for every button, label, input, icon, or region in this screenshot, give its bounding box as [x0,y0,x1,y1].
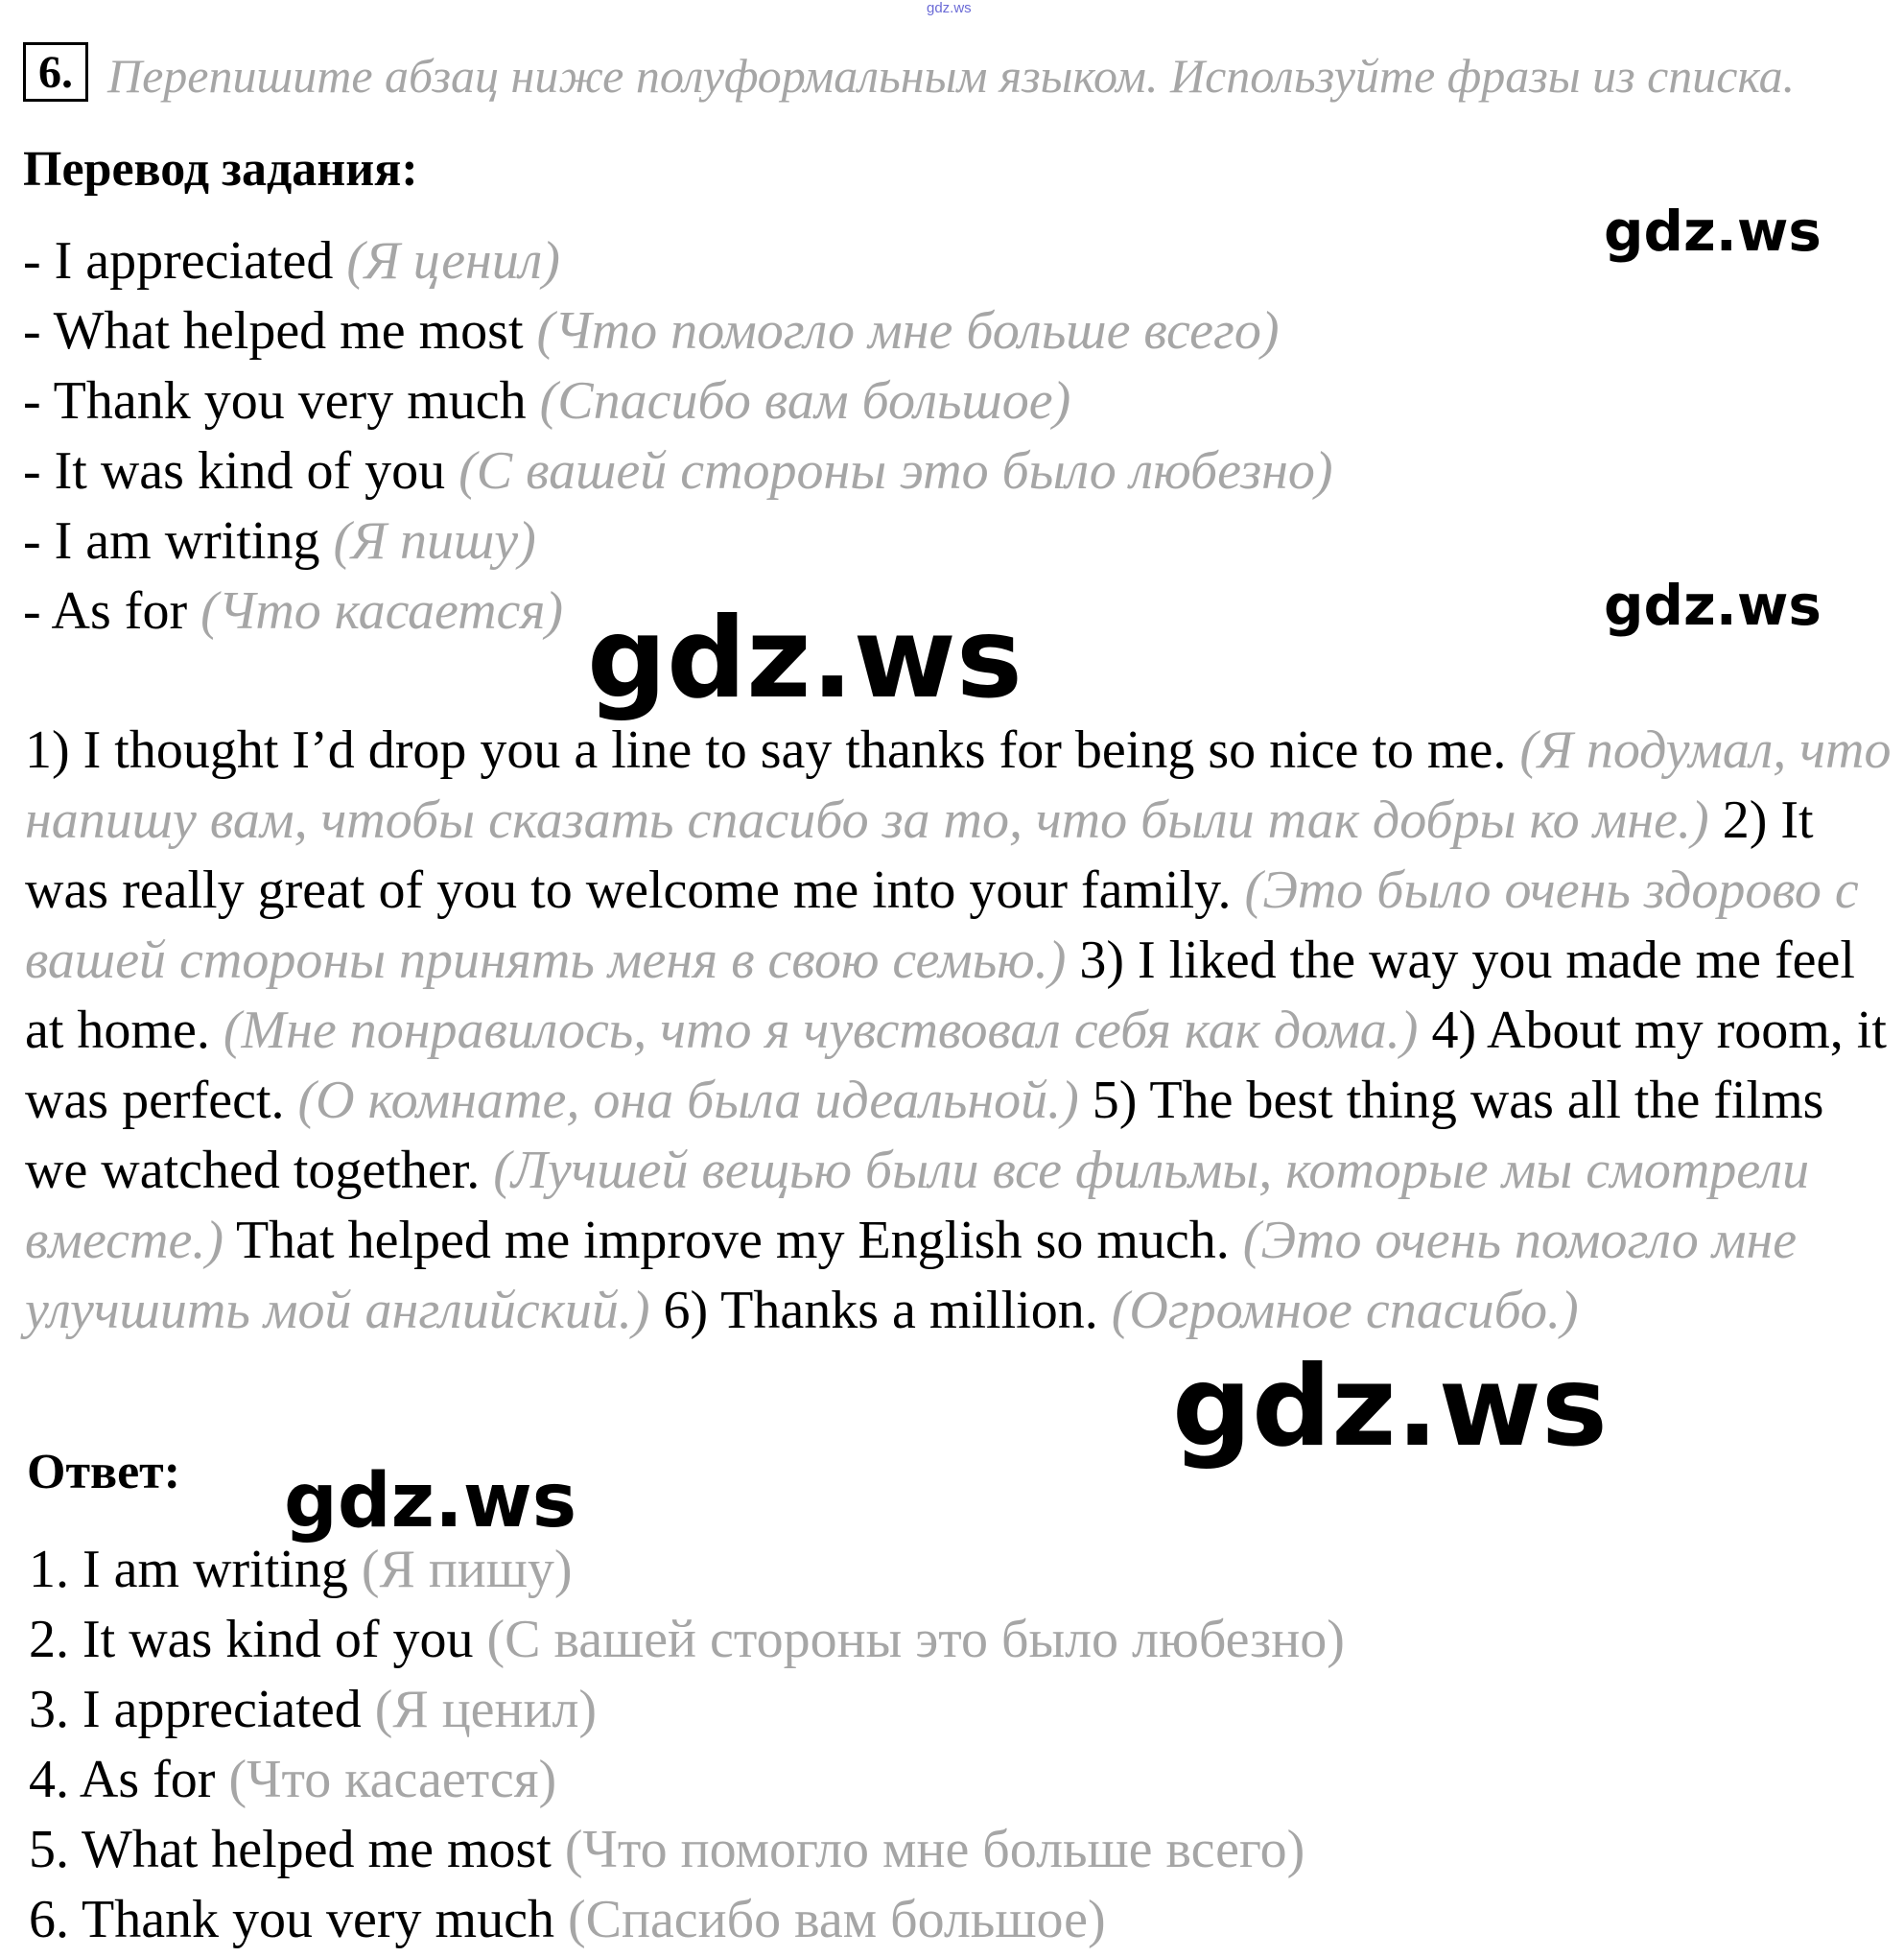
task-instruction: Перепишите абзац ниже полуформальным языком. Используйте фразы из списка. [107,49,1796,103]
answer-heading: Ответ: [27,1445,181,1499]
answer-ru: (Я ценил) [374,1680,598,1739]
answer-item [29,1745,556,1814]
answer-en: 5. What helped me most [29,1820,552,1879]
answer-item [29,1605,1345,1674]
sentence-3-en: 3) I liked the way you made me feel at home. [25,931,1855,1060]
answer-en: 2. It was kind of you [29,1610,474,1669]
sentence-5b-en: That helped me improve my English so much. [235,1211,1230,1270]
sentence-5-en: 5) The best thing was all the films we watched together. [25,1071,1824,1200]
phrase-item [23,226,560,295]
answer-en: 6. Thank you very much [29,1890,554,1949]
watermark: gdz.ws [587,594,1023,723]
phrase-ru: (С вашей стороны это было любезно) [458,441,1333,501]
sentence-2-ru: (Это было очень здорово с вашей стороны принять меня в свою семью.) [25,861,1859,990]
phrase-ru: (Что помогло мне больше всего) [536,301,1280,361]
sentence-3-ru: (Мне понравилось, что я чувствовал себя как дома.) [223,1001,1419,1060]
phrase-item [23,366,1070,436]
source-paragraph [25,716,1895,1346]
phrase-ru: (Я ценил) [346,231,560,291]
phrase-item [23,296,1279,365]
answer-ru: (Я пишу) [361,1540,573,1599]
answer-ru: (С вашей стороны это было любезно) [486,1610,1345,1669]
answer-item [29,1535,573,1604]
sentence-4-en: 4) About my room, it was perfect. [25,1001,1887,1130]
watermark: gdz.ws [1604,573,1822,638]
answer-en: 1. I am writing [29,1540,348,1599]
sentence-1-ru: (Я подумал, что напишу вам, чтобы сказать спасибо за то, что были так добры ко мне.) [25,720,1892,850]
answer-item [29,1815,1305,1884]
answer-ru: (Спасибо вам большое) [567,1890,1106,1949]
task-number: 6. [23,42,88,102]
phrase-ru: (Что касается) [200,581,564,641]
watermark: gdz.ws [1604,199,1822,264]
sentence-5b-ru: (Это очень помогло мне улучшить мой английский.) [25,1211,1798,1340]
sentence-6-en: 6) Thanks a million. [663,1281,1098,1340]
sentence-2-en: 2) It was really great of you to welcome me into your family. [25,790,1814,920]
phrase-en: - I am writing [23,511,320,571]
sentence-1-en: 1) I thought I’d drop you a line to say thanks for being so nice to me. [25,720,1507,780]
phrase-item [23,577,563,646]
phrase-ru: (Я пишу) [333,511,536,571]
translation-heading: Перевод задания: [23,142,418,197]
watermark: gdz.ws [284,1458,577,1544]
answer-item [29,1885,1106,1954]
answer-item [29,1675,597,1744]
answer-ru: (Что помогло мне больше всего) [564,1820,1305,1879]
phrase-item [23,436,1333,506]
answer-en: 3. I appreciated [29,1680,362,1739]
phrase-en: - I appreciated [23,231,334,291]
top-watermark: gdz.ws [927,0,972,16]
phrase-item [23,507,536,576]
watermark: gdz.ws [1172,1342,1608,1472]
answer-en: 4. As for [29,1750,216,1809]
answer-ru: (Что касается) [228,1750,557,1809]
phrase-en: - It was kind of you [23,441,446,501]
phrase-en: - Thank you very much [23,371,527,431]
phrase-ru: (Спасибо вам большое) [539,371,1071,431]
phrase-en: - As for [23,581,188,641]
phrase-en: - What helped me most [23,301,524,361]
sentence-5-ru: (Лучшей вещью были все фильмы, которые мы смотрели вместе.) [25,1141,1810,1270]
sentence-6-ru: (Огромное спасибо.) [1111,1281,1579,1340]
sentence-4-ru: (О комнате, она была идеальной.) [297,1071,1079,1130]
